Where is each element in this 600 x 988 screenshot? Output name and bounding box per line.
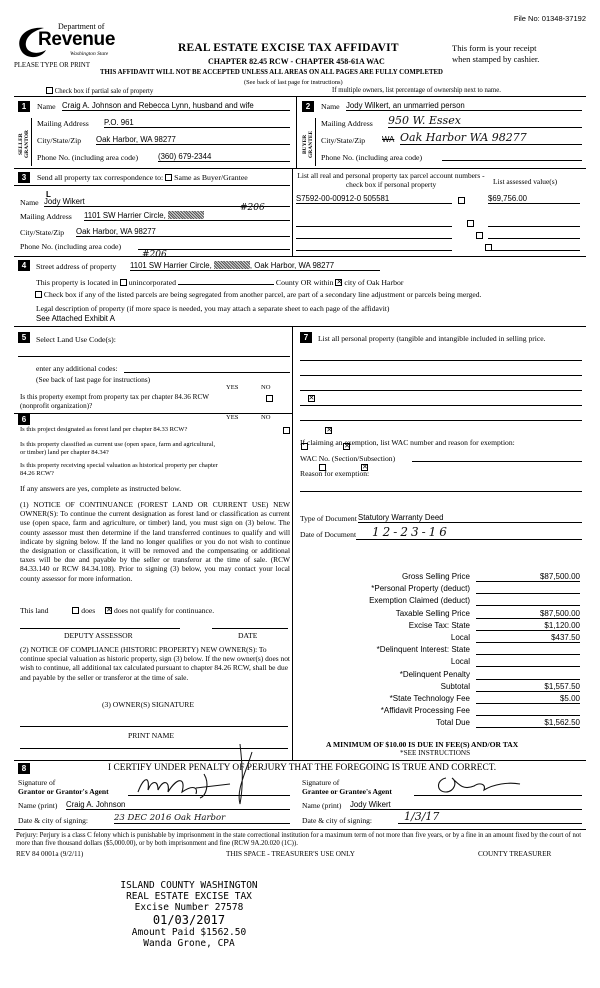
does-not-qualify-checkbox[interactable] bbox=[105, 607, 112, 614]
fee-value[interactable]: $87,500.00 bbox=[476, 572, 580, 582]
fee-value[interactable] bbox=[476, 657, 580, 667]
grantor-date-field[interactable]: 23 DEC 2016 Oak Harbor bbox=[114, 813, 290, 824]
perjury-statement: Perjury: Perjury is a class C felony which is punishable by imprisonment in the state correctional institution for a maximum term of not more than five years, or by a fine in an amount fixed by the court of not more than five thousand dollars ($5,000.00), or by both imprisonment and fine (RCW 9A.20.020 (1C)). bbox=[16, 832, 582, 848]
street-address-field[interactable]: 1101 SW Harrier Circle, , Oak Harbor, WA 98277 bbox=[130, 261, 380, 271]
seller-phone-label: Phone No. (including area code) bbox=[37, 153, 139, 162]
grantee-name-field[interactable]: Jody Wikert bbox=[350, 800, 582, 810]
assessed-value-1[interactable]: $69,756.00 bbox=[488, 194, 580, 204]
owner-signature-label: (3) OWNER(S) SIGNATURE bbox=[102, 700, 194, 709]
buyer-grantee-label: BUYER GRANTEE bbox=[302, 130, 314, 158]
form-title: REAL ESTATE EXCISE TAX AFFIDAVIT bbox=[178, 42, 399, 54]
exempt-no-checkbox[interactable] bbox=[308, 395, 315, 402]
county-field[interactable] bbox=[178, 277, 274, 285]
deputy-date-line bbox=[212, 628, 288, 629]
parcel-number-4[interactable] bbox=[296, 242, 452, 251]
grantor-date-label: Date & city of signing: bbox=[18, 816, 89, 825]
doc-type-label: Type of Document bbox=[300, 514, 357, 523]
buyer-city-field[interactable]: Oak Harbor WA 98277 bbox=[400, 131, 582, 145]
legal-description-label: Legal description of property (if more space is needed, you may attach a separate sheet to each page of the affidavit) bbox=[36, 304, 390, 313]
fee-label: Gross Selling Price bbox=[401, 572, 470, 581]
stamp-tax-type: REAL ESTATE EXCISE TAX bbox=[126, 891, 252, 902]
exempt-yes-checkbox[interactable] bbox=[266, 395, 273, 402]
fee-label: Total Due bbox=[436, 718, 470, 728]
personal-property-line-2[interactable] bbox=[300, 375, 582, 376]
notice-continuance: (1) NOTICE OF CONTINUANCE (FOREST LAND OR CURRENT USE) NEW OWNER(S): To continue the current designation as forest land or classification as current use (open space, farm and agriculture, or timber) land, you must sign on (3) below. The county assessor must then determine if the land transferred continues to qualify and will indicate by signing below. If the land no longer qualifies or you do not wish to continue the designation or classification, it will be removed and the compensating or additional taxes will be due and payable by the seller or transferor at the time of sale. (RCW 84.33.140 or RCW 84.34.108). Prior to signing (3) below, you may contact your local county assessor for more information. bbox=[20, 500, 290, 583]
seller-city-label: City/State/Zip bbox=[37, 136, 82, 145]
parcel-1-personal-checkbox[interactable] bbox=[458, 197, 465, 204]
section-8-number: 8 bbox=[18, 763, 30, 774]
corr-phone-label: Phone No. (including area code) bbox=[20, 242, 122, 251]
notice-compliance: (2) NOTICE OF COMPLIANCE (HISTORIC PROPERTY) NEW OWNER(S): To continue special valuation as historic property, sign (3) below. If the new owner(s) does not wish to continue, all additional tax calculated pursuant to chapter 84.26 RCW, shall be due and payable by the seller or transferor at the time of sale. bbox=[20, 645, 290, 682]
fee-value[interactable] bbox=[476, 596, 580, 606]
additional-codes-label: enter any additional codes: bbox=[36, 364, 118, 373]
doc-date-field[interactable]: 12-23-16 bbox=[356, 525, 582, 540]
section-2-number: 2 bbox=[302, 101, 314, 112]
tax-correspondence-label: Send all property tax correspondence to: Same as Buyer/Grantee bbox=[37, 173, 248, 182]
personal-property-label: List all personal property (tangible and intangible included in selling price. bbox=[318, 334, 546, 343]
signature-flourish-icon bbox=[222, 742, 262, 812]
parcel-number-1[interactable]: S7592-00-00912-0 505581 bbox=[296, 194, 452, 204]
fee-value[interactable] bbox=[476, 706, 580, 716]
corr-mailing-label: Mailing Address bbox=[20, 212, 72, 221]
stamp-county: ISLAND COUNTY WASHINGTON bbox=[120, 880, 258, 891]
buyer-name-label: Name bbox=[321, 102, 340, 111]
personal-property-line-1[interactable] bbox=[300, 360, 582, 361]
parcel-number-3[interactable] bbox=[296, 230, 452, 239]
section-1-number: 1 bbox=[18, 101, 30, 112]
buyer-mailing-field[interactable]: 950 W. Essex bbox=[388, 114, 582, 128]
date-label: DATE bbox=[238, 631, 258, 640]
unincorporated-checkbox[interactable] bbox=[120, 279, 127, 286]
assessed-header: List assessed value(s) bbox=[493, 177, 558, 186]
see-back-note: (See back of last page for instructions) bbox=[244, 79, 343, 86]
located-row: This property is located in unincorporated County OR within ✕ city of Oak Harbor bbox=[36, 277, 404, 287]
exemption-reason-line-1[interactable] bbox=[300, 491, 582, 492]
receipt-note-2: when stamped by cashier. bbox=[452, 54, 540, 64]
stamp-excise-number: Excise Number 27578 bbox=[134, 902, 244, 913]
stamp-date: 01/03/2017 bbox=[152, 913, 226, 927]
file-number: File No: 01348-37192 bbox=[513, 14, 586, 23]
logo-state: Washington State bbox=[70, 51, 109, 57]
grantor-name-field[interactable]: Craig A. Johnson bbox=[66, 800, 290, 810]
section-7-number: 7 bbox=[300, 332, 312, 343]
street-unit-handwritten: #206 bbox=[142, 250, 167, 260]
parcel-number-2[interactable] bbox=[296, 218, 452, 227]
s5-yes-header: YES bbox=[226, 384, 239, 391]
owner-signature-line bbox=[20, 726, 288, 727]
certify-statement: I CERTIFY UNDER PENALTY OF PERJURY THAT THE FOREGOING IS TRUE AND CORRECT. bbox=[108, 763, 497, 773]
additional-codes-field[interactable] bbox=[124, 364, 290, 373]
grantee-signature-field[interactable] bbox=[414, 784, 582, 796]
print-name-label: PRINT NAME bbox=[128, 731, 175, 740]
deputy-signature-line bbox=[20, 628, 180, 629]
dor-logo bbox=[14, 22, 126, 66]
stamp-amount: Amount Paid $1562.50 bbox=[131, 927, 247, 938]
corr-name-label: Name bbox=[20, 198, 39, 207]
assessed-value-3[interactable] bbox=[488, 230, 580, 239]
buyer-phone-label: Phone No. (including area code) bbox=[321, 153, 423, 162]
corr-unit-handwritten: #206 bbox=[240, 203, 265, 213]
assessed-value-4[interactable] bbox=[488, 242, 580, 251]
exempt-question: Is this property exempt from property tax per chapter 84.36 RCW (nonprofit organization)? bbox=[20, 393, 209, 410]
fee-value[interactable]: $437.50 bbox=[476, 633, 580, 643]
fee-value[interactable] bbox=[476, 670, 580, 680]
fee-label: Subtotal bbox=[440, 681, 470, 691]
land-use-see-back: (See back of last page for instructions) bbox=[36, 375, 151, 384]
wac-label: WAC No. (Section/Subsection) bbox=[300, 454, 396, 463]
section-6-number: 6 bbox=[18, 414, 30, 425]
grantor-agent-label: Grantor or Grantor's Agent bbox=[18, 787, 109, 796]
treasurer-stamp bbox=[96, 880, 282, 949]
personal-property-line-4[interactable] bbox=[300, 405, 582, 406]
land-use-code-field[interactable] bbox=[18, 356, 290, 357]
see-instructions-note: *SEE INSTRUCTIONS bbox=[400, 749, 471, 757]
street-address-label: Street address of property bbox=[36, 262, 117, 271]
historic-question: Is this property receiving special valuation as historical property per chapter 84.26 RCW? bbox=[20, 462, 218, 477]
minimum-due-note: A MINIMUM OF $10.00 IS DUE IN FEE(S) AND/OR TAX bbox=[326, 740, 519, 749]
fee-label: *Affidavit Processing Fee bbox=[380, 706, 470, 716]
fee-value[interactable]: $1,120.00 bbox=[476, 621, 580, 631]
fee-label: Exemption Claimed (deduct) bbox=[369, 596, 470, 606]
buyer-city-label: City/State/Zip bbox=[321, 136, 366, 145]
assessed-value-2[interactable] bbox=[488, 218, 580, 227]
grantee-agent-label: Grantee or Grantee's Agent bbox=[302, 787, 392, 796]
seller-phone-field[interactable]: (360) 679-2344 bbox=[158, 152, 290, 162]
section-3-number: 3 bbox=[18, 172, 30, 183]
name-correction-mark: L bbox=[46, 190, 51, 199]
buyer-city-struck: WA bbox=[382, 135, 395, 144]
parcel-header: List all real and personal property tax parcel account numbers - check box if personal property bbox=[297, 171, 485, 189]
parcel-2-personal-checkbox[interactable] bbox=[467, 220, 474, 227]
fee-label: Taxable Selling Price bbox=[395, 608, 470, 618]
grantor-signature-field[interactable] bbox=[128, 784, 290, 796]
exemption-reason-label: Reason for exemption: bbox=[300, 469, 370, 478]
corr-mailing-field[interactable]: 1101 SW Harrier Circle, bbox=[84, 211, 290, 221]
grantee-sig-label: Signature of bbox=[302, 778, 340, 787]
doc-date-label: Date of Document bbox=[300, 530, 357, 539]
exemption-label: If claiming an exemption, list WAC number and reason for exemption: bbox=[300, 438, 515, 447]
fee-value[interactable] bbox=[476, 645, 580, 655]
personal-property-line-3[interactable] bbox=[300, 390, 582, 391]
seller-name-label: Name bbox=[37, 102, 56, 111]
corr-city-label: City/State/Zip bbox=[20, 228, 65, 237]
fee-value[interactable]: $5.00 bbox=[476, 694, 580, 704]
seller-mailing-label: Mailing Address bbox=[37, 119, 89, 128]
grantor-name-label: Name (print) bbox=[18, 801, 58, 810]
fee-label: *Personal Property (deduct) bbox=[371, 584, 470, 594]
redaction-block bbox=[214, 261, 250, 269]
current-use-question: Is this property classified as current use (open space, farm and agricultural, or timber) land per chapter 84.34? bbox=[20, 441, 216, 456]
fee-label: *State Technology Fee bbox=[389, 694, 470, 703]
fee-label: Excise Tax: State bbox=[408, 620, 470, 630]
buyer-mailing-label: Mailing Address bbox=[321, 119, 373, 128]
warning-text: THIS AFFIDAVIT WILL NOT BE ACCEPTED UNLESS ALL AREAS ON ALL PAGES ARE FULLY COMPLETED bbox=[100, 69, 443, 76]
deputy-assessor-label: DEPUTY ASSESSOR bbox=[64, 631, 133, 640]
land-use-label: Select Land Use Code(s): bbox=[36, 335, 116, 344]
form-subtitle: CHAPTER 82.45 RCW - CHAPTER 458-61A WAC bbox=[208, 57, 385, 66]
forest-land-question: Is this project designated as forest land per chapter 84.33 RCW? bbox=[20, 426, 188, 433]
s5-no-header: NO bbox=[261, 384, 271, 391]
redaction-block bbox=[168, 211, 204, 219]
county-treasurer-label: COUNTY TREASURER bbox=[478, 850, 552, 858]
seller-name-field[interactable]: Craig A. Johnson and Rebecca Lynn, husband and wife bbox=[62, 101, 290, 111]
corr-city-field[interactable]: Oak Harbor, WA 98277 bbox=[76, 227, 290, 237]
forest-no-checkbox[interactable] bbox=[325, 427, 332, 434]
same-as-buyer-checkbox[interactable] bbox=[165, 174, 172, 181]
partial-sale-checkbox[interactable] bbox=[46, 87, 53, 94]
form-revision: REV 84 0001a (9/2/11) bbox=[16, 850, 84, 858]
seller-mailing-field[interactable]: P.O. 961 bbox=[104, 118, 290, 128]
corr-phone-field[interactable] bbox=[138, 241, 290, 250]
doc-type-field[interactable]: Statutory Warranty Deed bbox=[358, 513, 582, 523]
qualify-row: This land does ✕ does not qualify for continuance. bbox=[20, 606, 214, 615]
grantee-name-label: Name (print) bbox=[302, 801, 342, 810]
seller-grantor-label: SELLER GRANTOR bbox=[18, 130, 30, 159]
segregated-row: Check box if any of the listed parcels are being segregated from another parcel, are part of a secondary line adjustment or parcels being merged. bbox=[36, 290, 482, 299]
section-4-number: 4 bbox=[18, 260, 30, 271]
corr-name-field[interactable]: Jody Wikert bbox=[44, 197, 290, 207]
partial-sale-label: Check box if partial sale of property bbox=[46, 87, 153, 95]
grantee-signature-icon bbox=[434, 772, 524, 798]
forest-yes-checkbox[interactable] bbox=[283, 427, 290, 434]
receipt-note-1: This form is your receipt bbox=[452, 43, 537, 53]
logo-revenue: Revenue bbox=[38, 29, 116, 50]
fee-value[interactable]: $87,500.00 bbox=[476, 609, 580, 619]
legal-description-field[interactable]: See Attached Exhibit A bbox=[36, 314, 115, 323]
buyer-name-field[interactable]: Jody Wilkert, an unmarried person bbox=[346, 101, 582, 111]
fee-label: Local bbox=[450, 633, 470, 642]
buyer-phone-field[interactable] bbox=[442, 152, 582, 161]
logo-department: Department of bbox=[58, 22, 105, 31]
fee-value[interactable]: $1,557.50 bbox=[476, 682, 580, 692]
wac-field[interactable] bbox=[412, 453, 582, 462]
multiple-owners-note: If multiple owners, list percentage of ownership next to name. bbox=[332, 87, 501, 94]
if-yes-note: If any answers are yes, complete as instructed below. bbox=[20, 484, 182, 493]
treasurer-use-label: THIS SPACE - TREASURER'S USE ONLY bbox=[226, 850, 355, 858]
personal-property-line-5[interactable] bbox=[300, 420, 582, 421]
fee-label: *Delinquent Interest: State bbox=[376, 645, 470, 655]
parcel-3-personal-checkbox[interactable] bbox=[476, 232, 483, 239]
within-city-checkbox[interactable] bbox=[335, 279, 342, 286]
fee-value[interactable] bbox=[476, 584, 580, 594]
segregated-checkbox[interactable] bbox=[35, 291, 42, 298]
s6-yes-header: YES bbox=[226, 414, 239, 421]
section-5-number: 5 bbox=[18, 332, 30, 343]
fee-value[interactable]: $1,562.50 bbox=[476, 718, 580, 728]
fee-label: Local bbox=[450, 657, 470, 667]
grantee-date-field[interactable]: 1/3/17 bbox=[398, 810, 582, 824]
fee-label: *Delinquent Penalty bbox=[399, 669, 470, 679]
s6-no-header: NO bbox=[261, 414, 271, 421]
seller-city-field[interactable]: Oak Harbor, WA 98277 bbox=[96, 135, 290, 145]
does-qualify-checkbox[interactable] bbox=[72, 607, 79, 614]
stamp-treasurer: Wanda Grone, CPA bbox=[143, 938, 235, 949]
grantor-sig-label: Signature of bbox=[18, 778, 56, 787]
grantee-date-label: Date & city of signing: bbox=[302, 816, 373, 825]
please-type: PLEASE TYPE OR PRINT bbox=[14, 62, 90, 69]
